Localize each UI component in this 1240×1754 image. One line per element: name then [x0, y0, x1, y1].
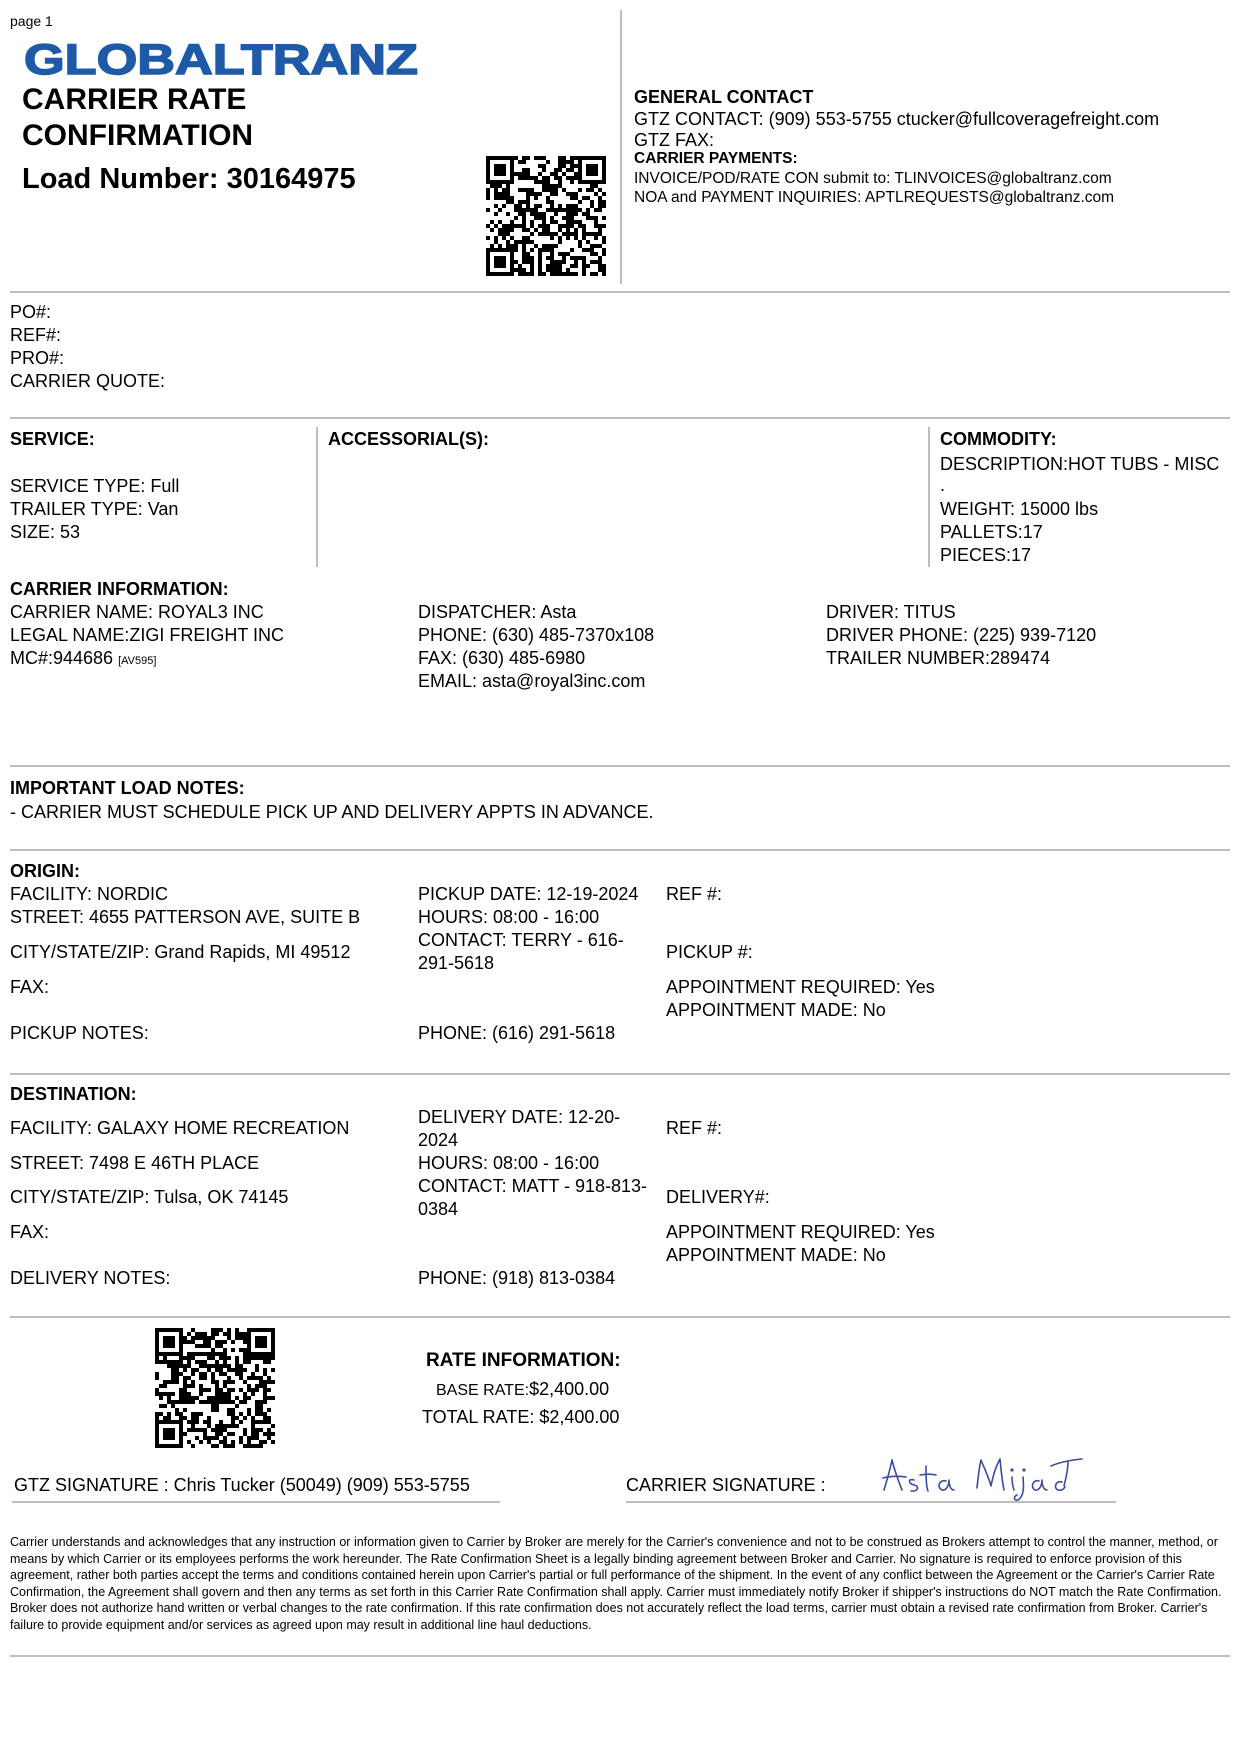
section-divider: [928, 427, 930, 567]
gtz-signature: GTZ SIGNATURE : Chris Tucker (50049) (909) 553-5755: [14, 1475, 470, 1495]
divider: [10, 1073, 1230, 1075]
origin-street: STREET: 4655 PATTERSON AVE, SUITE B: [10, 907, 361, 927]
divider: [10, 291, 1230, 293]
total-rate: TOTAL RATE: $2,400.00: [422, 1407, 620, 1427]
page-label: page 1: [10, 13, 53, 29]
origin-facility: FACILITY: NORDIC: [10, 884, 169, 904]
delivery-number: DELIVERY#:: [666, 1187, 770, 1207]
dispatcher: DISPATCHER: Asta: [418, 602, 577, 622]
commodity-weight: WEIGHT: 15000 lbs: [940, 499, 1099, 519]
destination-city-state-zip: CITY/STATE/ZIP: Tulsa, OK 74145: [10, 1187, 289, 1207]
base-rate-label: BASE RATE:: [436, 1382, 530, 1399]
ref-number: REF#:: [10, 325, 62, 345]
dispatcher-email: EMAIL: asta@royal3inc.com: [418, 671, 646, 691]
delivery-hours: HOURS: 08:00 - 16:00: [418, 1153, 600, 1173]
carrier-signature-line: [626, 1501, 1116, 1503]
noa-line: NOA and PAYMENT INQUIRIES: APTLREQUESTS@globaltranz.com: [634, 189, 1115, 206]
driver-phone: DRIVER PHONE: (225) 939-7120: [826, 625, 1097, 645]
carrier-signature-label: CARRIER SIGNATURE :: [626, 1475, 826, 1495]
header-divider: [620, 10, 622, 284]
mc-number: [10, 647, 156, 672]
destination-fax: FAX:: [10, 1222, 50, 1242]
carrier-quote: CARRIER QUOTE:: [10, 371, 166, 391]
origin-fax: FAX:: [10, 977, 50, 997]
trailer-type: TRAILER TYPE: Van: [10, 499, 179, 519]
destination-street: STREET: 7498 E 46TH PLACE: [10, 1153, 260, 1173]
dispatcher-fax: FAX: (630) 485-6980: [418, 648, 586, 668]
divider: [10, 417, 1230, 419]
mc-number-value: MC#:944686: [10, 648, 114, 668]
gtz-contact: GTZ CONTACT: (909) 553-5755 ctucker@fullcoveragefreight.com: [634, 109, 1160, 129]
doc-title-line2: CONFIRMATION: [22, 119, 254, 152]
service-type: SERVICE TYPE: Full: [10, 476, 180, 496]
origin-ref: REF #:: [666, 884, 723, 904]
destination-facility: FACILITY: GALAXY HOME RECREATION: [10, 1118, 350, 1138]
invoice-line: INVOICE/POD/RATE CON submit to: TLINVOICES@globaltranz.com: [634, 170, 1112, 187]
destination-heading: DESTINATION:: [10, 1084, 137, 1104]
divider: [10, 1316, 1230, 1318]
commodity-description: DESCRIPTION:HOT TUBS - MISC: [940, 454, 1220, 474]
qr-code-top: [486, 156, 608, 276]
delivery-phone: PHONE: (918) 813-0384: [418, 1268, 616, 1288]
svg-text:GLOBALTRANZ: GLOBALTRANZ: [24, 36, 418, 80]
gtz-fax: GTZ FAX:: [634, 130, 715, 150]
rate-info-heading: RATE INFORMATION:: [426, 1350, 621, 1371]
pro-number: PRO#:: [10, 348, 65, 368]
mc-tag: [AV595]: [118, 655, 157, 667]
divider: [10, 849, 1230, 851]
commodity-description-cont: .: [940, 475, 946, 495]
pickup-date: PICKUP DATE: 12-19-2024: [418, 884, 639, 904]
divider: [10, 765, 1230, 767]
gtz-signature-line: [12, 1501, 500, 1503]
commodity-pieces: PIECES:17: [940, 545, 1032, 565]
origin-heading: ORIGIN:: [10, 861, 80, 881]
doc-title-line1: CARRIER RATE: [22, 83, 247, 116]
carrier-payments-heading: CARRIER PAYMENTS:: [634, 150, 798, 167]
po-number: PO#:: [10, 302, 52, 322]
delivery-appointment-required: APPOINTMENT REQUIRED: Yes: [666, 1222, 935, 1242]
delivery-appointment-made: APPOINTMENT MADE: No: [666, 1245, 886, 1265]
legal-name: LEGAL NAME:ZIGI FREIGHT INC: [10, 625, 285, 645]
delivery-contact-cont: 0384: [418, 1199, 459, 1219]
pickup-phone: PHONE: (616) 291-5618: [418, 1023, 616, 1043]
section-divider: [316, 427, 318, 567]
pickup-contact: CONTACT: TERRY - 616-: [418, 930, 624, 950]
pickup-notes: PICKUP NOTES:: [10, 1023, 149, 1043]
pickup-appointment-made: APPOINTMENT MADE: No: [666, 1000, 886, 1020]
load-notes-heading: IMPORTANT LOAD NOTES:: [10, 778, 245, 798]
commodity-pallets: PALLETS:17: [940, 522, 1043, 542]
accessorials-heading: ACCESSORIAL(S):: [328, 429, 489, 449]
load-note: - CARRIER MUST SCHEDULE PICK UP AND DELIVERY APPTS IN ADVANCE.: [10, 802, 654, 822]
carrier-info-heading: CARRIER INFORMATION:: [10, 579, 229, 599]
origin-city-state-zip: CITY/STATE/ZIP: Grand Rapids, MI 49512: [10, 942, 351, 962]
trailer-size: SIZE: 53: [10, 522, 81, 542]
base-rate-value: $2,400.00: [529, 1379, 610, 1399]
pickup-contact-cont: 291-5618: [418, 953, 495, 973]
pickup-appointment-required: APPOINTMENT REQUIRED: Yes: [666, 977, 935, 997]
delivery-date-cont: 2024: [418, 1130, 459, 1150]
delivery-notes: DELIVERY NOTES:: [10, 1268, 171, 1288]
pickup-hours: HOURS: 08:00 - 16:00: [418, 907, 600, 927]
carrier-signature-text: [850, 1446, 851, 1447]
base-rate: [436, 1378, 609, 1402]
divider: [10, 1655, 1230, 1657]
trailer-number: TRAILER NUMBER:289474: [826, 648, 1051, 668]
pickup-number: PICKUP #:: [666, 942, 753, 962]
carrier-handwritten-signature: [850, 1446, 1090, 1507]
delivery-contact: CONTACT: MATT - 918-813-: [418, 1176, 648, 1196]
service-heading: SERVICE:: [10, 429, 95, 449]
commodity-heading: COMMODITY:: [940, 429, 1057, 449]
driver-name: DRIVER: TITUS: [826, 602, 956, 622]
qr-code-bottom: [155, 1328, 277, 1448]
load-number: Load Number: 30164975: [22, 163, 356, 195]
destination-ref: REF #:: [666, 1118, 723, 1138]
general-contact-heading: GENERAL CONTACT: [634, 87, 814, 107]
dispatcher-phone: PHONE: (630) 485-7370x108: [418, 625, 655, 645]
carrier-name: CARRIER NAME: ROYAL3 INC: [10, 602, 264, 622]
delivery-date: DELIVERY DATE: 12-20-: [418, 1107, 621, 1127]
disclaimer-text: Carrier understands and acknowledges that any instruction or information given to Carrier by Broker are merely for the Carrier's convenience and not to be construed as Brokers attempt to control the manner, method, or means by which Carrier or its employees performs the work hereunder. The Rate Confirmation Sheet is a legally binding agreement between Broker and Carrier. No signature is required to enforce provision of this agreement, rather both parties accept the terms and conditions contained herein upon Carrier's partial or full performance of the shipment. In the event of any conflict between the Agreement or the Carrier's Carrier Rate Confirmation, the Agreement shall govern and then any terms as set forth in this Carrier Rate Confirmation shall apply. Carrier must immediately notify Broker if shipper's instructions do NOT match the Rate Confirmation. Broker does not authorize hand written or verbal changes to the rate confirmation. If this rate confirmation does not accurately reflect the load terms, carrier must obtain a revised rate confirmation from Broker. Carrier's failure to provide equipment and/or services as agreed upon may result in additional line haul deductions.: [10, 1535, 1222, 1632]
globaltranz-logo: [24, 36, 424, 85]
